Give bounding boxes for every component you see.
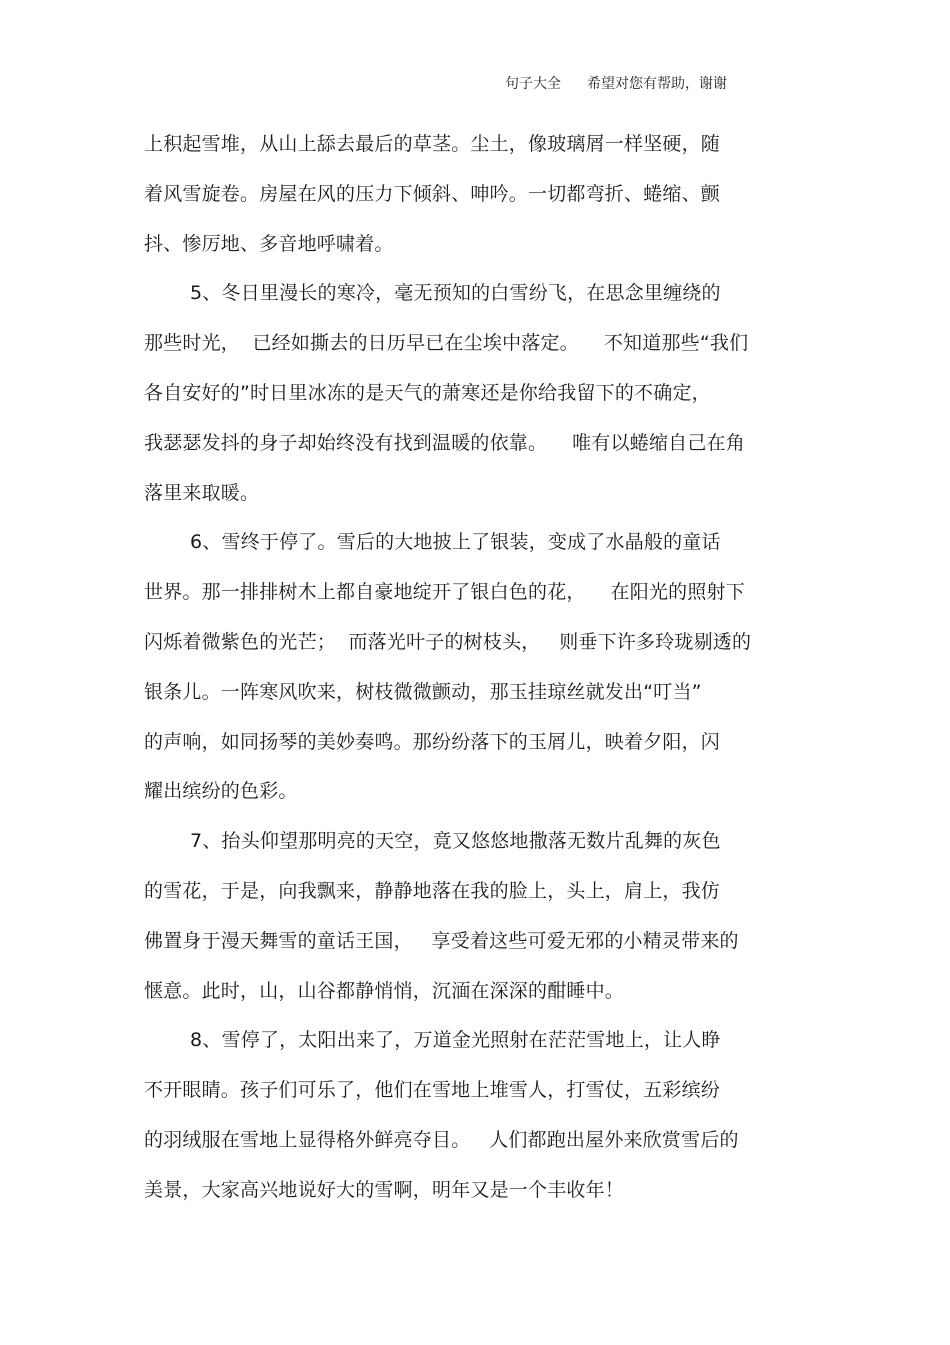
text-line: 的羽绒服在雪地上显得格外鲜亮夺目。 人们都跑出屋外来欣赏雪后的 <box>144 1128 739 1151</box>
paragraph-8-start: 8、雪停了，太阳出来了，万道金光照射在茫茫雪地上，让人睁 <box>190 1029 721 1052</box>
paragraph-6-start: 6、雪终于停了。雪后的大地披上了银装，变成了水晶般的童话 <box>190 531 721 554</box>
header-left-text: 句子大全 <box>505 76 561 92</box>
text-line: 的雪花，于是，向我飘来，静静地落在我的脸上，头上，肩上，我仿 <box>144 879 721 902</box>
paragraph-5-start: 5、冬日里漫长的寒冷，毫无预知的白雪纷飞，在思念里缠绕的 <box>190 282 721 305</box>
text-line: 银条儿。一阵寒风吹来，树枝微微颤动，那玉挂琼丝就发出“叮当” <box>144 680 702 703</box>
text-line: 的声响，如同扬琴的美妙奏鸣。那纷纷落下的玉屑儿，映着夕阳，闪 <box>144 730 721 753</box>
text-line: 各自安好的”时日里冰冻的是天气的萧寒还是你给我留下的不确定， <box>144 381 711 404</box>
text-line: 惬意。此时，山，山谷都静悄悄，沉湎在深深的酣睡中。 <box>144 979 625 1002</box>
text-line: 抖、惨厉地、多音地呼啸着。 <box>144 232 394 255</box>
text-line: 佛置身于漫天舞雪的童话王国， 享受着这些可爱无邪的小精灵带来的 <box>144 929 739 952</box>
text-line: 美景，大家高兴地说好大的雪啊，明年又是一个丰收年！ <box>144 1178 625 1201</box>
text-line: 世界。那一排排树木上都自豪地绽开了银白色的花， 在阳光的照射下 <box>144 581 745 604</box>
paragraph-7-start: 7、抬头仰望那明亮的天空，竟又悠悠地撒落无数片乱舞的灰色 <box>190 830 721 853</box>
text-line: 着风雪旋卷。房屋在风的压力下倾斜、呻吟。一切都弯折、蜷缩、颤 <box>144 182 721 205</box>
text-line: 闪烁着微紫色的光芒； 而落光叶子的树枝头， 则垂下许多玲珑剔透的 <box>144 630 752 653</box>
text-line: 不开眼睛。孩子们可乐了，他们在雪地上堆雪人，打雪仗，五彩缤纷 <box>144 1079 721 1102</box>
page-header <box>505 74 727 94</box>
document-body <box>144 124 804 1220</box>
header-right-text: 希望对您有帮助，谢谢 <box>587 76 727 92</box>
text-line: 落里来取暖。 <box>144 481 260 504</box>
text-line: 耀出缤纷的色彩。 <box>144 780 298 803</box>
text-line: 我瑟瑟发抖的身子却始终没有找到温暖的依靠。 唯有以蜷缩自己在角 <box>144 431 745 454</box>
text-line: 上积起雪堆，从山上舔去最后的草茎。尘土，像玻璃屑一样坚硬，随 <box>144 133 721 155</box>
text-line: 那些时光， 已经如撕去的日历早已在尘埃中落定。 不知道那些“我们 <box>144 332 749 355</box>
